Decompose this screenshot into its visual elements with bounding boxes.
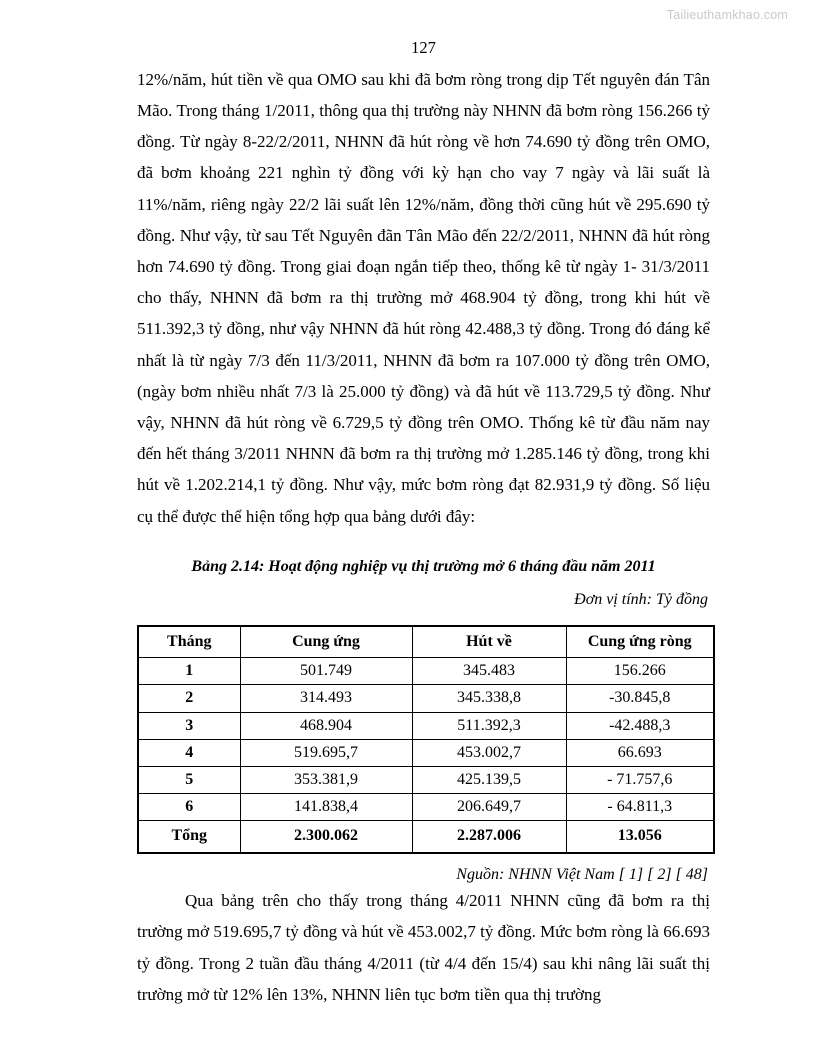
cell-month: 2 bbox=[138, 685, 240, 712]
table-header-row bbox=[138, 626, 714, 658]
cell-absorb: 345.483 bbox=[412, 658, 566, 685]
cell-supply: 314.493 bbox=[240, 685, 412, 712]
table-row bbox=[138, 685, 714, 712]
column-header-net: Cung ứng ròng bbox=[566, 626, 714, 658]
cell-month: 3 bbox=[138, 712, 240, 739]
column-header-absorb: Hút về bbox=[412, 626, 566, 658]
cell-month: 4 bbox=[138, 739, 240, 766]
table-container bbox=[137, 625, 710, 854]
cell-month: 5 bbox=[138, 766, 240, 793]
table-row bbox=[138, 739, 714, 766]
cell-supply: 353.381,9 bbox=[240, 766, 412, 793]
cell-month: 6 bbox=[138, 794, 240, 821]
page-number: 127 bbox=[411, 38, 436, 57]
cell-total-net: 13.056 bbox=[566, 821, 714, 853]
cell-month: 1 bbox=[138, 658, 240, 685]
table-row bbox=[138, 794, 714, 821]
cell-net: -30.845,8 bbox=[566, 685, 714, 712]
paragraph-before-table: 12%/năm, hút tiền về qua OMO sau khi đã bơm ròng trong dịp Tết nguyên đán Tân Mão. Trong tháng 1/2011, thông qua thị trường này NHNN đã bơm ròng 156.266 tỷ đồng. Từ ngày 8-22/2/2011, NHNN đã hút ròng về hơn 74.690 tỷ đồng trên OMO, đã bơm khoảng 221 nghìn tỷ đồng với kỳ hạn cho vay 7 ngày và lãi suất là 11%/năm, riêng ngày 22/2 lãi suất lên 12%/năm, đồng thời cũng hút về 295.690 tỷ đồng. Như vậy, từ sau Tết Nguyên đãn Tân Mão đến 22/2/2011, NHNN đã hút ròng hơn 74.690 tỷ đồng. Trong giai đoạn ngắn tiếp theo, thống kê từ ngày 1- 31/3/2011 cho thấy, NHNN đã bơm ra thị trường mở 468.904 tỷ đồng, trong khi hút về 511.392,3 tỷ đồng, như vậy NHNN đã hút ròng 42.488,3 tỷ đồng. Trong đó đáng kể nhất là từ ngày 7/3 đến 11/3/2011, NHNN đã bơm ra 107.000 tỷ đồng trên OMO, (ngày bơm nhiều nhất 7/3 là 25.000 tỷ đồng) và đã hút về 113.729,5 tỷ đồng. Như vậy, NHNN đã hút ròng về 6.729,5 tỷ đồng trên OMO. Thống kê từ đầu năm nay đến hết tháng 3/2011 NHNN đã bơm ra thị trường mở 1.285.146 tỷ đồng, trong khi hút về 1.202.214,1 tỷ đồng. Như vậy, mức bơm ròng đạt 82.931,9 tỷ đồng. Số liệu cụ thể được thể hiện tổng hợp qua bảng dưới đây: bbox=[137, 69, 710, 526]
cell-net: 66.693 bbox=[566, 739, 714, 766]
cell-supply: 468.904 bbox=[240, 712, 412, 739]
cell-net: -42.488,3 bbox=[566, 712, 714, 739]
cell-supply: 141.838,4 bbox=[240, 794, 412, 821]
watermark-text: Tailieuthamkhao.com bbox=[666, 8, 788, 22]
column-header-supply: Cung ứng bbox=[240, 626, 412, 658]
cell-net: - 71.757,6 bbox=[566, 766, 714, 793]
cell-net: - 64.811,3 bbox=[566, 794, 714, 821]
table-row bbox=[138, 712, 714, 739]
cell-total-label: Tổng bbox=[138, 821, 240, 853]
table-caption: Bảng 2.14: Hoạt động nghiệp vụ thị trường mở 6 tháng đầu năm 2011 bbox=[191, 557, 656, 575]
cell-supply: 501.749 bbox=[240, 658, 412, 685]
column-header-month: Tháng bbox=[138, 626, 240, 658]
omo-operations-table bbox=[137, 625, 715, 854]
cell-absorb: 511.392,3 bbox=[412, 712, 566, 739]
cell-supply: 519.695,7 bbox=[240, 739, 412, 766]
cell-absorb: 425.139,5 bbox=[412, 766, 566, 793]
cell-absorb: 453.002,7 bbox=[412, 739, 566, 766]
cell-net: 156.266 bbox=[566, 658, 714, 685]
cell-total-absorb: 2.287.006 bbox=[412, 821, 566, 853]
table-unit-label: Đơn vị tính: Tỷ đồng bbox=[574, 591, 708, 609]
cell-absorb: 345.338,8 bbox=[412, 685, 566, 712]
cell-total-supply: 2.300.062 bbox=[240, 821, 412, 853]
cell-absorb: 206.649,7 bbox=[412, 794, 566, 821]
paragraph-after-table: Qua bảng trên cho thấy trong tháng 4/2011 NHNN cũng đã bơm ra thị trường mở 519.695,7 tỷ đồng và hút về 453.002,7 tỷ đồng. Mức bơm ròng là 66.693 tỷ đồng. Trong 2 tuần đầu tháng 4/2011 (từ 4/4 đến 15/4) sau khi nâng lãi suất thị trường mở từ 12% lên 13%, NHNN liên tục bơm tiền qua thị trường bbox=[137, 891, 710, 1004]
table-row bbox=[138, 766, 714, 793]
table-total-row bbox=[138, 821, 714, 853]
table-source-label: Nguồn: NHNN Việt Nam [ 1] [ 2] [ 48] bbox=[456, 865, 708, 883]
table-row bbox=[138, 658, 714, 685]
page-content bbox=[137, 38, 710, 1010]
